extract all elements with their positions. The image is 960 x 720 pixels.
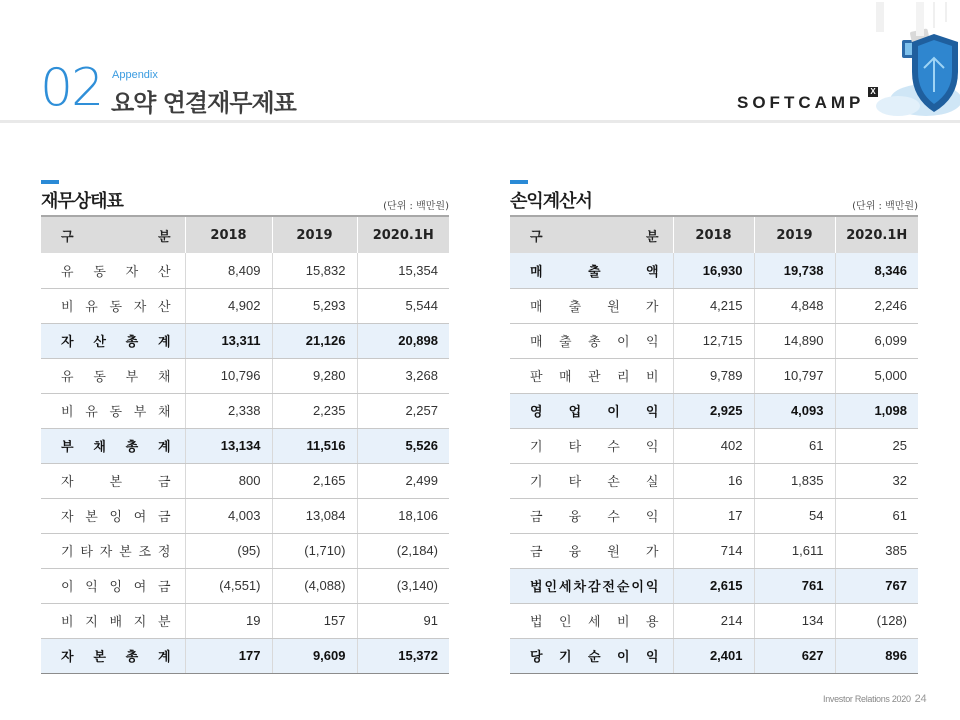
cell-value: 4,093 [754,393,835,428]
category-header-right: 분 [157,229,171,245]
row-label [41,568,185,603]
row-label-char: 액 [645,264,659,280]
category-header-left: 구 [530,229,543,245]
category-header-left: 구 [61,229,74,245]
row-label [41,288,185,323]
company-logo: SOFTCAMP [737,93,865,112]
column-header-year: 2020.1H [357,216,449,253]
row-label-char: 감 [587,580,601,595]
cell-value: 16 [673,463,754,498]
row-label [510,568,673,603]
row-label-char: 비 [616,615,630,630]
row-label-char: 금 [530,545,543,560]
column-header-year: 2018 [673,216,754,253]
cell-value: 61 [835,498,918,533]
table-row [510,498,918,533]
balance-sheet-title: 재무상태표 [41,191,123,212]
row-label [510,393,673,428]
cell-value: 15,372 [357,638,449,673]
row-label-char: 비 [61,300,74,315]
row-label-char: 배 [109,615,123,630]
row-label-char: 순 [616,580,630,595]
row-label-char: 당 [530,650,543,665]
cell-value: 25 [835,428,918,463]
row-label [510,603,673,638]
table-row [41,253,449,288]
row-label-char: 유 [61,370,74,385]
column-header-category [510,216,673,253]
table-row [41,603,449,638]
row-label-char: 인 [544,580,558,595]
cell-value: 10,796 [185,358,272,393]
cell-value: (1,710) [272,533,357,568]
row-label-char: 자 [61,510,74,525]
row-label-char: 지 [133,615,147,630]
table-row [41,288,449,323]
row-label [41,428,185,463]
row-label [41,393,185,428]
section-label: Appendix [112,69,158,81]
cell-value: 2,165 [272,463,357,498]
row-label-char: 잉 [109,580,123,595]
table-row [41,568,449,603]
cell-value: (128) [835,603,918,638]
cell-value: 19,738 [754,253,835,288]
row-label-char: 익 [645,650,659,665]
row-label-char: 가 [645,545,659,560]
cell-value: 134 [754,603,835,638]
table-row [510,428,918,463]
column-header-year: 2020.1H [835,216,918,253]
row-label-char: 총 [125,335,139,350]
row-label-char: 산 [157,264,171,280]
table-row [510,253,918,288]
row-label-char: 타 [80,545,93,560]
row-label-char: 용 [645,615,659,630]
cell-value: (4,088) [272,568,357,603]
row-label-char: 계 [157,335,171,350]
table-row [510,533,918,568]
cell-value: 714 [673,533,754,568]
row-label-char: 산 [157,300,171,315]
table-row [41,428,449,463]
cell-value: 9,789 [673,358,754,393]
footer-text: Investor Relations 2020 [823,694,911,704]
row-label-char: 동 [109,405,123,420]
row-label-char: 본 [85,510,98,525]
row-label-char: 출 [568,300,582,315]
balance-sheet-unit: (단위 : 백만원) [383,201,449,212]
logo-mark: X [868,87,878,97]
row-label-char: 판 [530,370,543,385]
row-label-char: 본 [93,650,106,665]
row-label-char: 총 [587,335,601,350]
cell-value: 1,098 [835,393,918,428]
row-label-char: 채 [157,370,171,385]
row-label-char: 금 [157,475,171,490]
cell-value: 54 [754,498,835,533]
row-label-char: 이 [61,580,74,595]
row-label-char: 부 [125,370,139,385]
cell-value: 8,346 [835,253,918,288]
row-label [41,253,185,288]
row-label-char: 출 [587,264,601,280]
row-label-char: 자 [61,335,74,350]
cell-value: 18,106 [357,498,449,533]
row-label-char: 법 [530,615,543,630]
cell-value: 5,000 [835,358,918,393]
row-label [510,428,673,463]
row-label-char: 원 [607,300,620,315]
cell-value: 13,311 [185,323,272,358]
table-row [41,498,449,533]
row-label [41,498,185,533]
cell-value: 385 [835,533,918,568]
cell-value: 4,848 [754,288,835,323]
cell-value: 177 [185,638,272,673]
cell-value: 4,902 [185,288,272,323]
cell-value: 4,215 [673,288,754,323]
row-label-char: 영 [530,405,543,420]
row-label-char: 익 [645,510,659,525]
row-label-char: 관 [587,370,601,385]
column-header-year: 2018 [185,216,272,253]
cell-value: 1,611 [754,533,835,568]
table-row [510,288,918,323]
cell-value: 767 [835,568,918,603]
row-label [41,463,185,498]
row-label-char: 동 [109,300,123,315]
row-label-char: 기 [61,545,74,560]
row-label-char: 비 [645,370,659,385]
cell-value: 15,832 [272,253,357,288]
row-label-char: 여 [133,510,147,525]
row-label-char: 기 [530,475,543,490]
cell-value: 800 [185,463,272,498]
cell-value: 5,526 [357,428,449,463]
row-label-char: 익 [645,405,659,420]
row-label-char: 자 [125,264,139,280]
section-accent-bar [510,180,528,184]
cell-value: (95) [185,533,272,568]
row-label-char: 가 [645,300,659,315]
row-label-char: 실 [645,475,659,490]
row-label-char: 동 [93,370,106,385]
row-label-char: 비 [61,405,74,420]
row-label-char: 타 [568,475,582,490]
row-label [41,533,185,568]
cell-value: (2,184) [357,533,449,568]
income-statement-table [510,215,918,674]
cell-value: 5,544 [357,288,449,323]
table-row [41,358,449,393]
table-row [510,323,918,358]
row-label-char: 인 [558,615,572,630]
cell-value: 14,890 [754,323,835,358]
cell-value: 402 [673,428,754,463]
row-label-char: 순 [587,650,601,665]
cell-value: (3,140) [357,568,449,603]
row-label-char: 매 [530,264,543,280]
footer [823,693,926,705]
table-row [510,568,918,603]
row-label-char: 유 [85,405,98,420]
row-label [510,253,673,288]
cell-value: 157 [272,603,357,638]
cell-value: 16,930 [673,253,754,288]
row-label-char: 이 [616,335,630,350]
row-label-char: 산 [93,335,106,350]
row-label-char: 익 [645,580,659,595]
row-label-char: 총 [125,650,139,665]
cell-value: 2,257 [357,393,449,428]
cell-value: 9,280 [272,358,357,393]
row-label-char: 법 [530,580,543,595]
cell-value: 2,235 [272,393,357,428]
row-label-char: 익 [85,580,98,595]
cell-value: 6,099 [835,323,918,358]
cell-value: 19 [185,603,272,638]
page-title: 요약 연결재무제표 [111,89,296,117]
row-label-char: 매 [558,370,572,385]
table-row [41,533,449,568]
column-header-category [41,216,185,253]
column-header-year: 2019 [754,216,835,253]
cell-value: 214 [673,603,754,638]
income-statement-title: 손익계산서 [510,191,592,212]
cell-value: 2,246 [835,288,918,323]
cell-value: 1,835 [754,463,835,498]
row-label-char: 유 [85,300,98,315]
income-statement-section [510,180,918,213]
row-label-char: 잉 [109,510,123,525]
row-label-char: 자 [61,650,74,665]
cell-value: 15,354 [357,253,449,288]
row-label [510,533,673,568]
row-label-char: 본 [119,545,132,560]
cell-value: 13,134 [185,428,272,463]
row-label-char: 수 [607,440,620,455]
cell-value: 13,084 [272,498,357,533]
row-label-char: 정 [157,545,171,560]
cell-value: 2,499 [357,463,449,498]
row-label-char: 타 [568,440,582,455]
page-number: 24 [914,693,927,705]
row-label-char: 기 [530,440,543,455]
cell-value: 761 [754,568,835,603]
row-label [510,323,673,358]
row-label-char: 조 [138,545,152,560]
cell-value: 61 [754,428,835,463]
table-row [41,463,449,498]
row-label-char: 자 [61,475,74,490]
row-label [41,603,185,638]
row-label-char: 출 [558,335,572,350]
row-label-char: 총 [125,440,139,455]
section-accent-bar [41,180,59,184]
row-label-char: 전 [602,580,615,595]
row-label-char: 지 [85,615,98,630]
balance-sheet-table [41,215,449,674]
row-label-char: 자 [133,300,147,315]
table-row [510,603,918,638]
row-label [510,498,673,533]
cell-value: 5,293 [272,288,357,323]
table-header-row [510,216,918,253]
cell-value: 20,898 [357,323,449,358]
row-label-char: 분 [157,615,171,630]
cell-value: (4,551) [185,568,272,603]
security-shield-illustration [868,0,960,128]
income-statement-unit: (단위 : 백만원) [852,201,918,212]
table-row [41,393,449,428]
cell-value: 91 [357,603,449,638]
cell-value: 627 [754,638,835,673]
row-label-char: 업 [568,405,582,420]
row-label-char: 기 [558,650,572,665]
section-number: 02 [40,58,103,118]
column-header-year: 2019 [272,216,357,253]
cell-value: 2,338 [185,393,272,428]
row-label-char: 채 [157,405,171,420]
row-label-char: 채 [93,440,106,455]
cell-value: 2,615 [673,568,754,603]
table-row [41,323,449,358]
row-label-char: 계 [157,440,171,455]
cell-value: 12,715 [673,323,754,358]
row-label-char: 매 [530,300,543,315]
row-label-char: 금 [157,580,171,595]
row-label-char: 매 [530,335,543,350]
row-label-char: 원 [607,545,620,560]
row-label-char: 세 [558,580,572,595]
row-label-char: 익 [645,440,659,455]
cell-value: 10,797 [754,358,835,393]
row-label-char: 여 [133,580,147,595]
cell-value: 8,409 [185,253,272,288]
row-label-char: 융 [568,545,582,560]
row-label-char: 이 [616,650,630,665]
cell-value: 11,516 [272,428,357,463]
row-label-char: 수 [607,510,620,525]
row-label-char: 자 [99,545,113,560]
row-label-char: 본 [109,475,123,490]
cell-value: 21,126 [272,323,357,358]
row-label-char: 금 [157,510,171,525]
cell-value: 3,268 [357,358,449,393]
row-label-char: 리 [616,370,630,385]
cell-value: 9,609 [272,638,357,673]
row-label-char: 유 [61,264,74,280]
row-label-char: 세 [587,615,601,630]
cell-value: 2,401 [673,638,754,673]
row-label [510,358,673,393]
table-row [510,463,918,498]
row-label-char: 부 [133,405,147,420]
row-label [41,638,185,673]
table-row [510,638,918,673]
row-label [510,638,673,673]
row-label-char: 동 [93,264,106,280]
table-row [510,358,918,393]
header-divider [0,120,960,123]
cell-value: 2,925 [673,393,754,428]
row-label-char: 차 [573,580,587,595]
row-label-char: 익 [645,335,659,350]
cell-value: 896 [835,638,918,673]
row-label [41,323,185,358]
row-label-char: 비 [61,615,74,630]
table-row [41,638,449,673]
row-label-char: 부 [61,440,74,455]
row-label-char: 융 [568,510,582,525]
row-label [510,288,673,323]
table-header-row [41,216,449,253]
cell-value: 17 [673,498,754,533]
row-label-char: 계 [157,650,171,665]
row-label-char: 이 [607,405,620,420]
cell-value: 4,003 [185,498,272,533]
row-label [41,358,185,393]
row-label [510,463,673,498]
balance-sheet-section [41,180,449,213]
row-label-char: 손 [607,475,620,490]
row-label-char: 금 [530,510,543,525]
cell-value: 32 [835,463,918,498]
table-row [510,393,918,428]
row-label-char: 이 [631,580,644,595]
category-header-right: 분 [645,229,659,245]
